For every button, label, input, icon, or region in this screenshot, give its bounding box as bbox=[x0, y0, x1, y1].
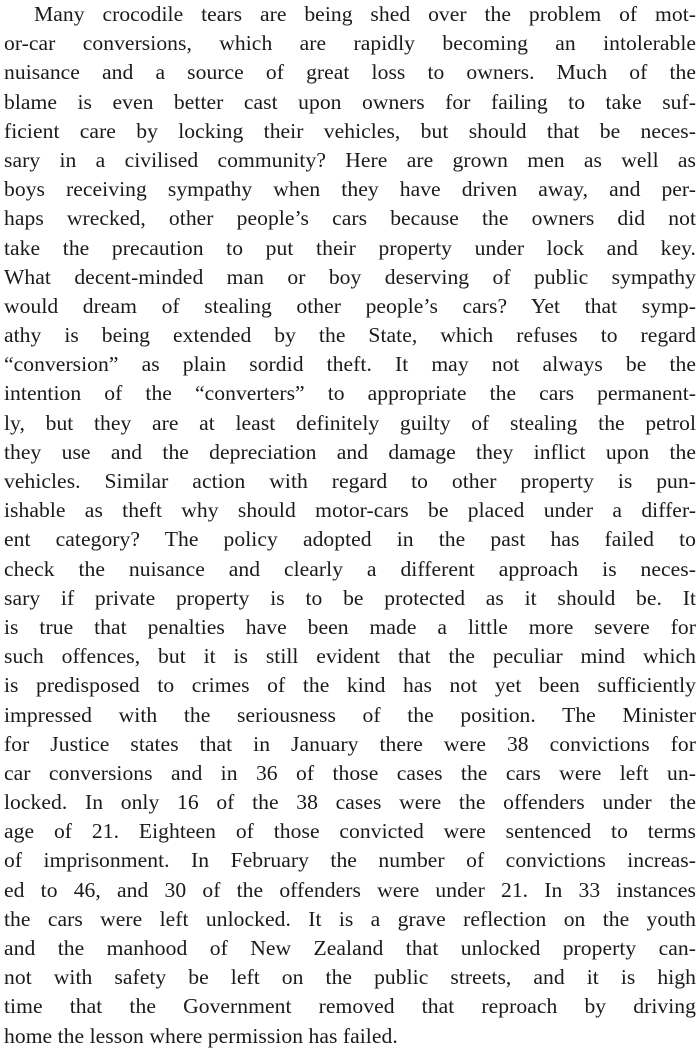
article-line-34: not with safety be left on the public streets, and it is high bbox=[4, 965, 696, 990]
article-line-29: age of 21. Eighteen of those convicted were sentenced to terms bbox=[4, 819, 696, 844]
article-line-20: check the nuisance and clearly a different approach is neces- bbox=[4, 556, 696, 581]
article-line-26: for Justice states that in January there were 38 convictions for bbox=[4, 731, 696, 756]
article-line-19: ent category? The policy adopted in the past has failed to bbox=[4, 527, 696, 552]
article-line-30: of imprisonment. In February the number of convictions increas- bbox=[4, 848, 696, 873]
article-line-12: athy is being extended by the State, which refuses to regard bbox=[4, 323, 696, 348]
article-line-1: Many crocodile tears are being shed over the problem of mot- bbox=[34, 2, 696, 26]
article-line-23: such offences, but it is still evident that the peculiar mind which bbox=[4, 644, 696, 669]
article-line-3: nuisance and a source of great loss to owners. Much of the bbox=[4, 60, 696, 85]
article-line-35: time that the Government removed that reproach by driving bbox=[4, 994, 696, 1019]
article-line-8: haps wrecked, other people’s cars because the owners did not bbox=[4, 206, 696, 231]
article-line-28: locked. In only 16 of the 38 cases were the offenders under the bbox=[4, 790, 696, 815]
article-line-25: impressed with the seriousness of the position. The Minister bbox=[4, 702, 696, 727]
article-line-27: car conversions and in 36 of those cases the cars were left un- bbox=[4, 760, 696, 785]
article-line-33: and the manhood of New Zealand that unlocked property can- bbox=[4, 936, 696, 960]
article-line-17: vehicles. Similar action with regard to other property is pun- bbox=[4, 469, 696, 493]
article-body bbox=[4, 0, 696, 1051]
article-line-7: boys receiving sympathy when they have driven away, and per- bbox=[4, 177, 696, 202]
article-line-6: sary in a civilised community? Here are grown men as well as bbox=[4, 147, 696, 172]
article-line-22: is true that penalties have been made a little more severe for bbox=[4, 614, 696, 639]
article-line-16: they use and the depreciation and damage they inflict upon the bbox=[4, 439, 696, 464]
article-line-5: ficient care by locking their vehicles, but should that be neces- bbox=[4, 118, 696, 143]
article-line-4: blame is even better cast upon owners for failing to take suf- bbox=[4, 89, 696, 114]
article-line-24: is predisposed to crimes of the kind has not yet been sufficiently bbox=[4, 673, 696, 698]
article-line-2: or-car conversions, which are rapidly becoming an intolerable bbox=[4, 31, 696, 56]
article-line-31: ed to 46, and 30 of the offenders were under 21. In 33 instances bbox=[4, 877, 696, 902]
article-line-14: intention of the “converters” to appropriate the cars permanent- bbox=[4, 381, 696, 406]
article-line-36: home the lesson where permission has failed. bbox=[4, 1023, 398, 1048]
article-line-32: the cars were left unlocked. It is a grave reflection on the youth bbox=[4, 906, 696, 931]
article-line-9: take the precaution to put their property under lock and key. bbox=[4, 235, 696, 260]
article-line-18: ishable as theft why should motor-cars be placed under a differ- bbox=[4, 498, 696, 523]
article-line-21: sary if private property is to be protected as it should be. It bbox=[4, 585, 696, 610]
article-line-13: “conversion” as plain sordid theft. It may not always be the bbox=[4, 352, 696, 377]
article-line-15: ly, but they are at least definitely guilty of stealing the petrol bbox=[4, 410, 696, 435]
article-line-10: What decent-minded man or boy deserving of public sympathy bbox=[4, 264, 696, 289]
article-line-11: would dream of stealing other people’s cars? Yet that symp- bbox=[4, 293, 696, 318]
